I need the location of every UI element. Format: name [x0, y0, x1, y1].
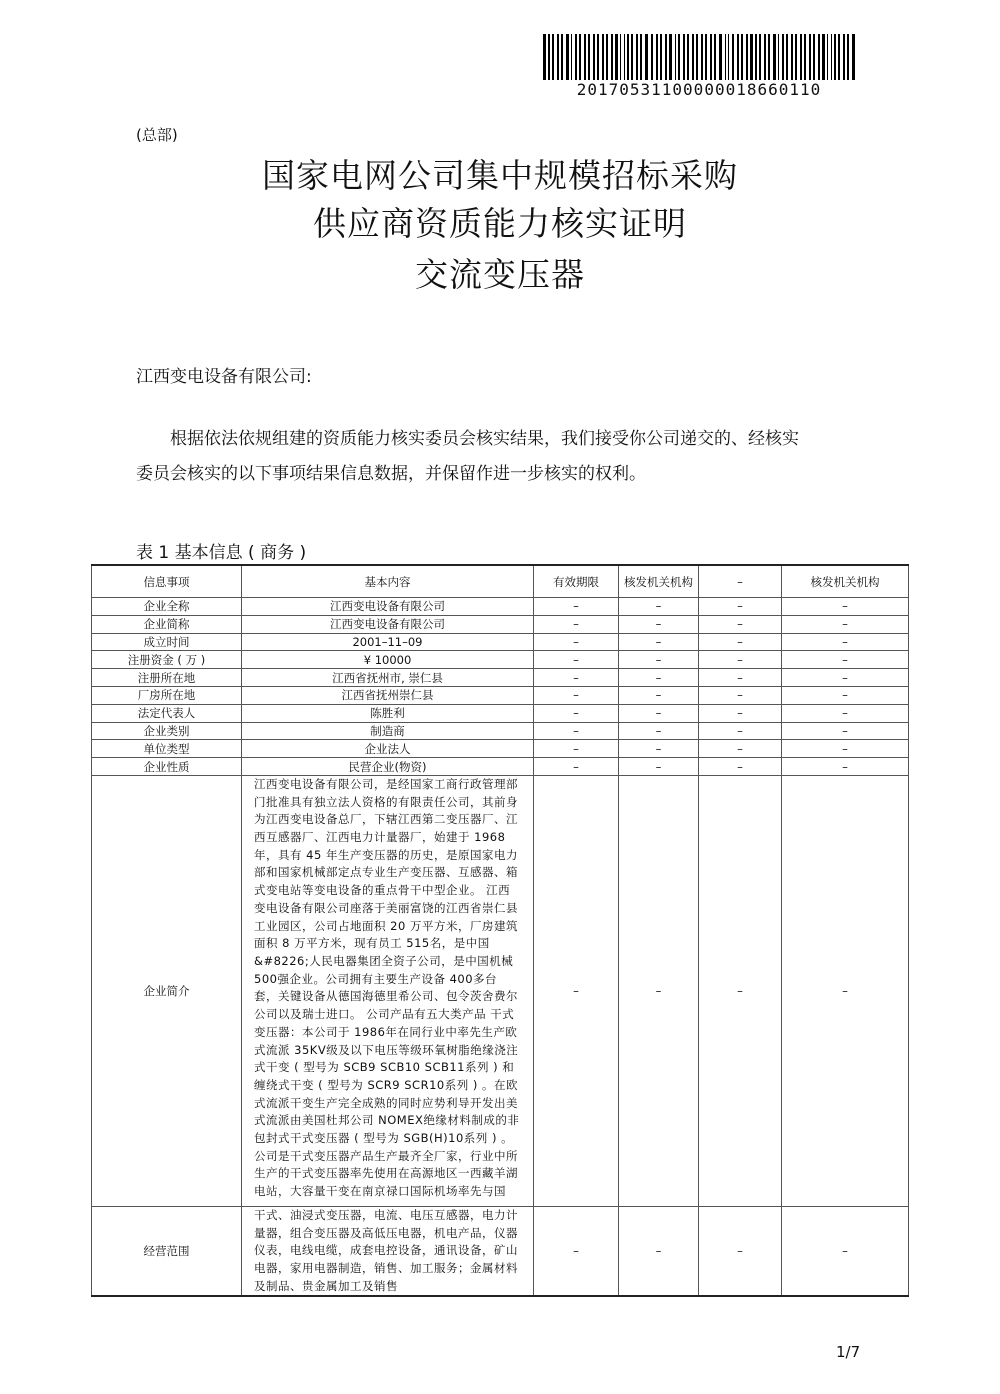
cell-issuer-org: –: [782, 598, 909, 616]
barcode-bar: [813, 34, 815, 80]
letter-paragraph-line2: 委员会核实的以下事项结果信息数据，并保留作进一步核实的权利。: [136, 464, 646, 484]
cell-content-paragraph: 干式、油浸式变压器，电流、电压互感器，电力计量器，组合变压器及高低压电器，机电产品，仪器仪表，电线电缆，成套电控设备，通讯设备，矿山电器，家用电器制造，销售、加工服务；金属材料及制品、贵金属加工及销售: [242, 1206, 534, 1296]
cell-issuer: –: [619, 651, 699, 669]
cell-issuer-org: –: [782, 775, 909, 1206]
barcode-bar: [741, 34, 743, 80]
table-row: [92, 686, 909, 704]
cell-col5: –: [699, 686, 782, 704]
barcode-bar: [791, 34, 793, 80]
barcode-bar: [678, 34, 680, 80]
cell-col5: –: [699, 775, 782, 1206]
barcode-bar: [728, 34, 729, 80]
barcode-bar: [597, 34, 599, 80]
cell-content: 制造商: [242, 722, 534, 740]
cell-col5: –: [699, 758, 782, 776]
table-row: [92, 722, 909, 740]
barcode-number: 20170531100000018660110: [576, 80, 822, 99]
cell-item: 法定代表人: [92, 704, 242, 722]
barcode-bar: [786, 34, 788, 80]
barcode-bar: [579, 34, 581, 80]
barcode-bar: [611, 34, 613, 80]
barcode-bar: [795, 34, 797, 80]
barcode-bar: [645, 34, 648, 80]
table-row: [92, 704, 909, 722]
cell-issuer-org: –: [782, 704, 909, 722]
barcode-bar: [557, 34, 559, 80]
cell-issuer: –: [619, 598, 699, 616]
barcode-bar: [701, 34, 703, 80]
page-number: 1/7: [836, 1343, 861, 1361]
cell-content: 江西变电设备有限公司: [242, 598, 534, 616]
barcode-bar: [827, 34, 828, 80]
cell-issuer-org: –: [782, 633, 909, 651]
cell-content: ¥ 10000: [242, 651, 534, 669]
header-cell-item: 信息事项: [92, 565, 242, 598]
cell-issuer-org: –: [782, 615, 909, 633]
header-cell-validity: 有效期限: [534, 565, 619, 598]
cell-content: 江西变电设备有限公司: [242, 615, 534, 633]
table-row: [92, 615, 909, 633]
cell-item: 注册资金 ( 万 ): [92, 651, 242, 669]
table-row: [92, 633, 909, 651]
table-row-company-intro: [92, 775, 909, 1206]
barcode-bar: [566, 34, 569, 80]
barcode-bar: [687, 34, 689, 80]
barcode-bar: [543, 34, 546, 80]
cell-col5: –: [699, 633, 782, 651]
cell-issuer-org: –: [782, 686, 909, 704]
table-row: [92, 598, 909, 616]
barcode-bar: [831, 34, 832, 80]
barcode-bar: [627, 34, 629, 80]
cell-issuer-org: –: [782, 651, 909, 669]
cell-item: 企业简介: [92, 775, 242, 1206]
cell-issuer: –: [619, 633, 699, 651]
cell-item: 经营范围: [92, 1206, 242, 1296]
cell-item: 单位类型: [92, 740, 242, 758]
barcode-bar: [852, 34, 855, 80]
header-cell-col5: –: [699, 565, 782, 598]
cell-validity: –: [534, 775, 619, 1206]
barcode-bar: [764, 34, 766, 80]
hq-label: (总部): [136, 126, 178, 144]
barcode-bar: [750, 34, 753, 80]
barcode-bar: [800, 34, 802, 80]
cell-col5: –: [699, 651, 782, 669]
barcode-bar: [755, 34, 757, 80]
cell-col5: –: [699, 669, 782, 687]
barcode-bar: [620, 34, 621, 80]
cell-validity: –: [534, 1206, 619, 1296]
cell-col5: –: [699, 598, 782, 616]
cell-validity: –: [534, 598, 619, 616]
cell-item: 企业性质: [92, 758, 242, 776]
barcode-bar: [809, 34, 811, 80]
barcode-bar: [778, 34, 779, 80]
barcode-bar: [737, 34, 739, 80]
document-title-line3: 交流变压器: [415, 255, 585, 294]
barcode-bar: [552, 34, 554, 80]
barcode-bar: [575, 34, 577, 80]
barcode-bar: [584, 34, 586, 80]
document-title-line1: 国家电网公司集中规模招标采购: [262, 156, 738, 195]
barcode-bar: [675, 34, 676, 80]
barcode-bar: [732, 34, 734, 80]
cell-item: 厂房所在地: [92, 686, 242, 704]
barcode-bar: [768, 34, 770, 80]
cell-item: 注册所在地: [92, 669, 242, 687]
header-cell-content: 基本内容: [242, 565, 534, 598]
cell-col5: –: [699, 740, 782, 758]
barcode-bar: [660, 34, 662, 80]
cell-validity: –: [534, 704, 619, 722]
barcode-bar: [692, 34, 694, 80]
barcode-bar: [602, 34, 604, 80]
cell-content: 民营企业(物资): [242, 758, 534, 776]
barcode-bar: [561, 34, 563, 80]
barcode-bar: [818, 34, 820, 80]
barcode-bar: [838, 34, 840, 80]
table-row: [92, 669, 909, 687]
cell-validity: –: [534, 651, 619, 669]
cell-item: 企业全称: [92, 598, 242, 616]
barcode-bar: [746, 34, 748, 80]
table-header-row: [92, 565, 909, 598]
cell-issuer: –: [619, 740, 699, 758]
cell-issuer: –: [619, 722, 699, 740]
barcode-bar: [719, 34, 722, 80]
barcode-bar: [782, 34, 784, 80]
cell-issuer: –: [619, 1206, 699, 1296]
cell-col5: –: [699, 704, 782, 722]
barcode-bar: [759, 34, 761, 80]
barcode-image: [543, 34, 855, 80]
barcode-bar: [710, 34, 712, 80]
table-row: [92, 740, 909, 758]
barcode-bar: [822, 34, 825, 80]
cell-validity: –: [534, 758, 619, 776]
cell-issuer: –: [619, 669, 699, 687]
cell-content-paragraph: 江西变电设备有限公司，是经国家工商行政管理部门批准具有独立法人资格的有限责任公司，其前身为江西变电设备总厂，下辖江西第二变压器厂、江西互感器厂、江西电力计量器厂，始建于 1968年，具有 45 年生产变压器的历史，是原国家电力部和国家机械部定点专业生产变压器、互感器、箱式变电站等变电设备的重点骨干中型企业。 江西变电设备有限公司座落于美丽富饶的江西省崇仁县工业园区，公司占地面积 20 万平方米，厂房建筑面积 8 万平方米，现有员工 515名，是中国&#8226;人民电器集团全资子公司，是中国机械 500强企业。公司拥有主要生产设备 400多台套，关键设备从德国海德里希公司、包令茨舍费尔公司以及瑞士进口。 公司产品有五大类产品 干式变压器：本公司于 1986年在同行业中率先生产欧式流派 35KV级及以下电压等级环氧树脂绝缘浇注式干变 ( 型号为 SCB9 SCB10 SCB11系列 ) 和缠绕式干变 ( 型号为 SCR9 SCR10系列 ) 。在欧式流派干变生产完全成熟的同时应势利导开发出美式流派由美国杜邦公司 NOMEX绝缘材料制成的非包封式干式变压器 ( 型号为 SGB(H)10系列 ) 。公司是干式变压器产品生产最齐全厂家，行业中所生产的干式变压器率先使用在高源地区一西藏羊湖电站，大容量干变在南京禄口国际机场率先与国: [242, 775, 534, 1206]
barcode-bar: [588, 34, 590, 80]
barcode-bar: [665, 34, 667, 80]
addressee: 江西变电设备有限公司:: [136, 367, 312, 387]
cell-validity: –: [534, 740, 619, 758]
cell-issuer-org: –: [782, 758, 909, 776]
barcode-bar: [606, 34, 608, 80]
table-caption: 表 1 基本信息 ( 商务 ): [136, 543, 307, 563]
barcode-bar: [773, 34, 776, 80]
cell-validity: –: [534, 722, 619, 740]
barcode-bar: [847, 34, 849, 80]
barcode-bar: [705, 34, 707, 80]
cell-col5: –: [699, 722, 782, 740]
cell-validity: –: [534, 633, 619, 651]
table-row-business-scope: [92, 1206, 909, 1296]
barcode-bar: [669, 34, 672, 80]
cell-content: 2001–11–09: [242, 633, 534, 651]
cell-col5: –: [699, 615, 782, 633]
cell-content: 陈胜利: [242, 704, 534, 722]
header-cell-issuer: 核发机关机构: [619, 565, 699, 598]
cell-content: 企业法人: [242, 740, 534, 758]
barcode-bar: [651, 34, 653, 80]
cell-item: 企业简称: [92, 615, 242, 633]
cell-validity: –: [534, 615, 619, 633]
document-title-line2: 供应商资质能力核实证明: [313, 204, 687, 243]
barcode-bar: [593, 34, 595, 80]
barcode-bar: [624, 34, 625, 80]
barcode-bar: [615, 34, 618, 80]
cell-issuer-org: –: [782, 740, 909, 758]
barcode-bar: [725, 34, 726, 80]
barcode-bar: [636, 34, 638, 80]
cell-issuer: –: [619, 704, 699, 722]
barcode-bar: [834, 34, 836, 80]
barcode-bar: [656, 34, 658, 80]
cell-issuer-org: –: [782, 722, 909, 740]
cell-item: 成立时间: [92, 633, 242, 651]
cell-issuer: –: [619, 615, 699, 633]
barcode-bar: [696, 34, 698, 80]
cell-content: 江西省抚州市, 崇仁县: [242, 669, 534, 687]
table-row: [92, 651, 909, 669]
barcode-bar: [843, 34, 845, 80]
cell-validity: –: [534, 669, 619, 687]
header-cell-issuer-org: 核发机关机构: [782, 565, 909, 598]
barcode-bar: [640, 34, 642, 80]
cell-issuer: –: [619, 775, 699, 1206]
cell-issuer-org: –: [782, 1206, 909, 1296]
barcode-bar: [631, 34, 633, 80]
barcode-bar: [571, 34, 572, 80]
barcode-bar: [683, 34, 685, 80]
cell-issuer: –: [619, 758, 699, 776]
barcode-bar: [714, 34, 716, 80]
cell-issuer-org: –: [782, 669, 909, 687]
cell-issuer: –: [619, 686, 699, 704]
cell-validity: –: [534, 686, 619, 704]
cell-content: 江西省抚州崇仁县: [242, 686, 534, 704]
barcode-bar: [548, 34, 550, 80]
barcode-bar: [804, 34, 806, 80]
basic-info-table: [91, 564, 909, 1297]
letter-paragraph-line1: 根据依法依规组建的资质能力核实委员会核实结果，我们接受你公司递交的、经核实: [170, 429, 799, 449]
cell-col5: –: [699, 1206, 782, 1296]
cell-item: 企业类别: [92, 722, 242, 740]
table-row: [92, 758, 909, 776]
